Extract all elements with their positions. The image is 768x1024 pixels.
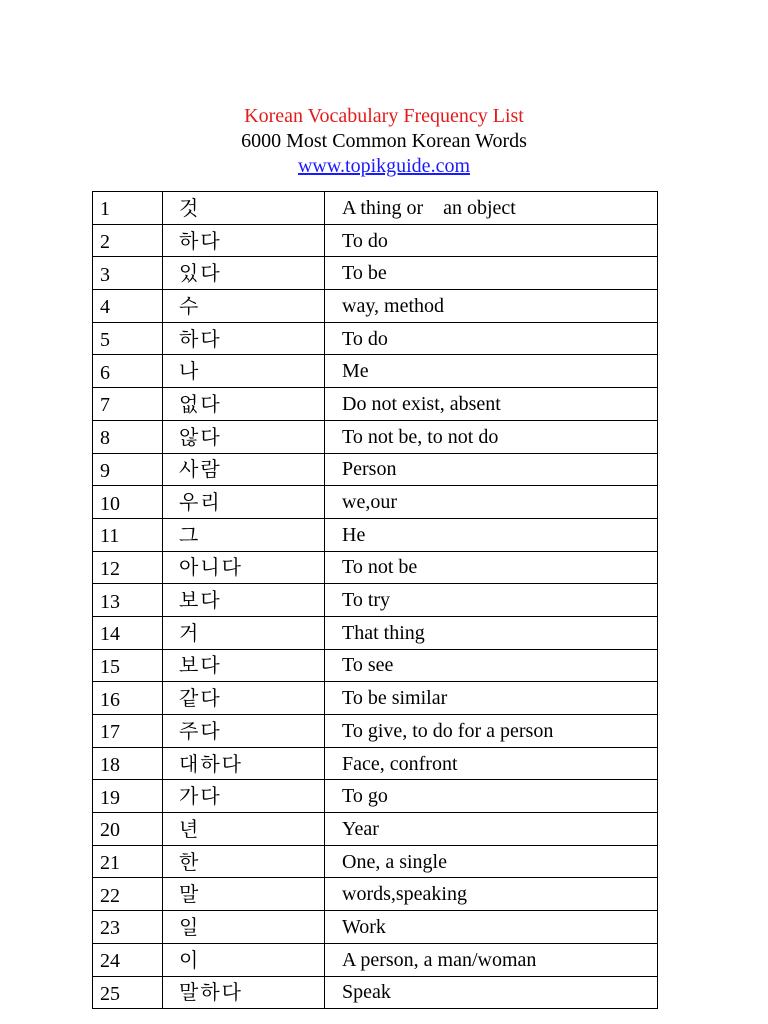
table-row bbox=[93, 551, 658, 584]
english-meaning-cell: One, a single bbox=[325, 845, 658, 878]
table-row bbox=[93, 682, 658, 715]
rank-cell: 24 bbox=[93, 943, 163, 976]
rank-cell: 13 bbox=[93, 584, 163, 617]
english-meaning-cell: Do not exist, absent bbox=[325, 388, 658, 421]
table-row bbox=[93, 486, 658, 519]
korean-word-cell: 하다 bbox=[163, 224, 325, 257]
website-link[interactable]: www.topikguide.com bbox=[297, 155, 470, 177]
korean-word-cell: 우리 bbox=[163, 486, 325, 519]
table-row bbox=[93, 780, 658, 813]
table-row bbox=[93, 845, 658, 878]
english-meaning-cell: A person, a man/woman bbox=[325, 943, 658, 976]
korean-word-cell: 보다 bbox=[163, 584, 325, 617]
korean-word-cell: 한 bbox=[163, 845, 325, 878]
english-meaning-cell: To not be, to not do bbox=[325, 420, 658, 453]
korean-word-cell: 대하다 bbox=[163, 747, 325, 780]
korean-word-cell: 않다 bbox=[163, 420, 325, 453]
table-row bbox=[93, 224, 658, 257]
english-meaning-cell: To do bbox=[325, 322, 658, 355]
rank-cell: 16 bbox=[93, 682, 163, 715]
korean-word-cell: 같다 bbox=[163, 682, 325, 715]
rank-cell: 8 bbox=[93, 420, 163, 453]
korean-word-cell: 이 bbox=[163, 943, 325, 976]
table-row bbox=[93, 518, 658, 551]
rank-cell: 4 bbox=[93, 290, 163, 323]
korean-word-cell: 년 bbox=[163, 813, 325, 846]
english-meaning-cell: To not be bbox=[325, 551, 658, 584]
table-row bbox=[93, 388, 658, 421]
table-row bbox=[93, 813, 658, 846]
table-row bbox=[93, 616, 658, 649]
rank-cell: 12 bbox=[93, 551, 163, 584]
korean-word-cell: 것 bbox=[163, 192, 325, 225]
english-meaning-cell: A thing or an object bbox=[325, 192, 658, 225]
korean-word-cell: 수 bbox=[163, 290, 325, 323]
rank-cell: 1 bbox=[93, 192, 163, 225]
korean-word-cell: 거 bbox=[163, 616, 325, 649]
korean-word-cell: 말하다 bbox=[163, 976, 325, 1009]
english-meaning-cell: way, method bbox=[325, 290, 658, 323]
english-meaning-cell: To give, to do for a person bbox=[325, 715, 658, 748]
rank-cell: 6 bbox=[93, 355, 163, 388]
korean-word-cell: 일 bbox=[163, 911, 325, 944]
rank-cell: 19 bbox=[93, 780, 163, 813]
english-meaning-cell: Me bbox=[325, 355, 658, 388]
english-meaning-cell: To try bbox=[325, 584, 658, 617]
table-row bbox=[93, 257, 658, 290]
document-title: Korean Vocabulary Frequency List bbox=[244, 105, 524, 127]
table-row bbox=[93, 943, 658, 976]
korean-word-cell: 주다 bbox=[163, 715, 325, 748]
rank-cell: 20 bbox=[93, 813, 163, 846]
document-subtitle: 6000 Most Common Korean Words bbox=[241, 130, 527, 152]
english-meaning-cell: Year bbox=[325, 813, 658, 846]
english-meaning-cell: we,our bbox=[325, 486, 658, 519]
korean-word-cell: 아니다 bbox=[163, 551, 325, 584]
table-row bbox=[93, 584, 658, 617]
rank-cell: 25 bbox=[93, 976, 163, 1009]
table-row bbox=[93, 878, 658, 911]
table-row bbox=[93, 976, 658, 1009]
table-row bbox=[93, 290, 658, 323]
rank-cell: 15 bbox=[93, 649, 163, 682]
korean-word-cell: 말 bbox=[163, 878, 325, 911]
english-meaning-cell: To be similar bbox=[325, 682, 658, 715]
rank-cell: 3 bbox=[93, 257, 163, 290]
rank-cell: 11 bbox=[93, 518, 163, 551]
english-meaning-cell: To go bbox=[325, 780, 658, 813]
rank-cell: 22 bbox=[93, 878, 163, 911]
english-meaning-cell: Speak bbox=[325, 976, 658, 1009]
rank-cell: 17 bbox=[93, 715, 163, 748]
korean-word-cell: 하다 bbox=[163, 322, 325, 355]
english-meaning-cell: Face, confront bbox=[325, 747, 658, 780]
english-meaning-cell: To see bbox=[325, 649, 658, 682]
rank-cell: 10 bbox=[93, 486, 163, 519]
korean-word-cell: 그 bbox=[163, 518, 325, 551]
table-row bbox=[93, 911, 658, 944]
korean-word-cell: 없다 bbox=[163, 388, 325, 421]
document-header bbox=[0, 104, 768, 179]
table-row bbox=[93, 355, 658, 388]
english-meaning-cell: To be bbox=[325, 257, 658, 290]
table-row bbox=[93, 322, 658, 355]
table-row bbox=[93, 453, 658, 486]
table-row bbox=[93, 192, 658, 225]
table-row bbox=[93, 747, 658, 780]
table-row bbox=[93, 715, 658, 748]
rank-cell: 23 bbox=[93, 911, 163, 944]
rank-cell: 7 bbox=[93, 388, 163, 421]
english-meaning-cell: That thing bbox=[325, 616, 658, 649]
english-meaning-cell: Work bbox=[325, 911, 658, 944]
korean-word-cell: 보다 bbox=[163, 649, 325, 682]
korean-word-cell: 사람 bbox=[163, 453, 325, 486]
table-row bbox=[93, 420, 658, 453]
korean-word-cell: 가다 bbox=[163, 780, 325, 813]
rank-cell: 5 bbox=[93, 322, 163, 355]
english-meaning-cell: To do bbox=[325, 224, 658, 257]
rank-cell: 18 bbox=[93, 747, 163, 780]
rank-cell: 21 bbox=[93, 845, 163, 878]
korean-word-cell: 있다 bbox=[163, 257, 325, 290]
table-row bbox=[93, 649, 658, 682]
vocabulary-table bbox=[92, 191, 658, 1009]
english-meaning-cell: words,speaking bbox=[325, 878, 658, 911]
rank-cell: 14 bbox=[93, 616, 163, 649]
korean-word-cell: 나 bbox=[163, 355, 325, 388]
rank-cell: 2 bbox=[93, 224, 163, 257]
english-meaning-cell: Person bbox=[325, 453, 658, 486]
english-meaning-cell: He bbox=[325, 518, 658, 551]
vocabulary-table-body bbox=[93, 192, 658, 1009]
rank-cell: 9 bbox=[93, 453, 163, 486]
